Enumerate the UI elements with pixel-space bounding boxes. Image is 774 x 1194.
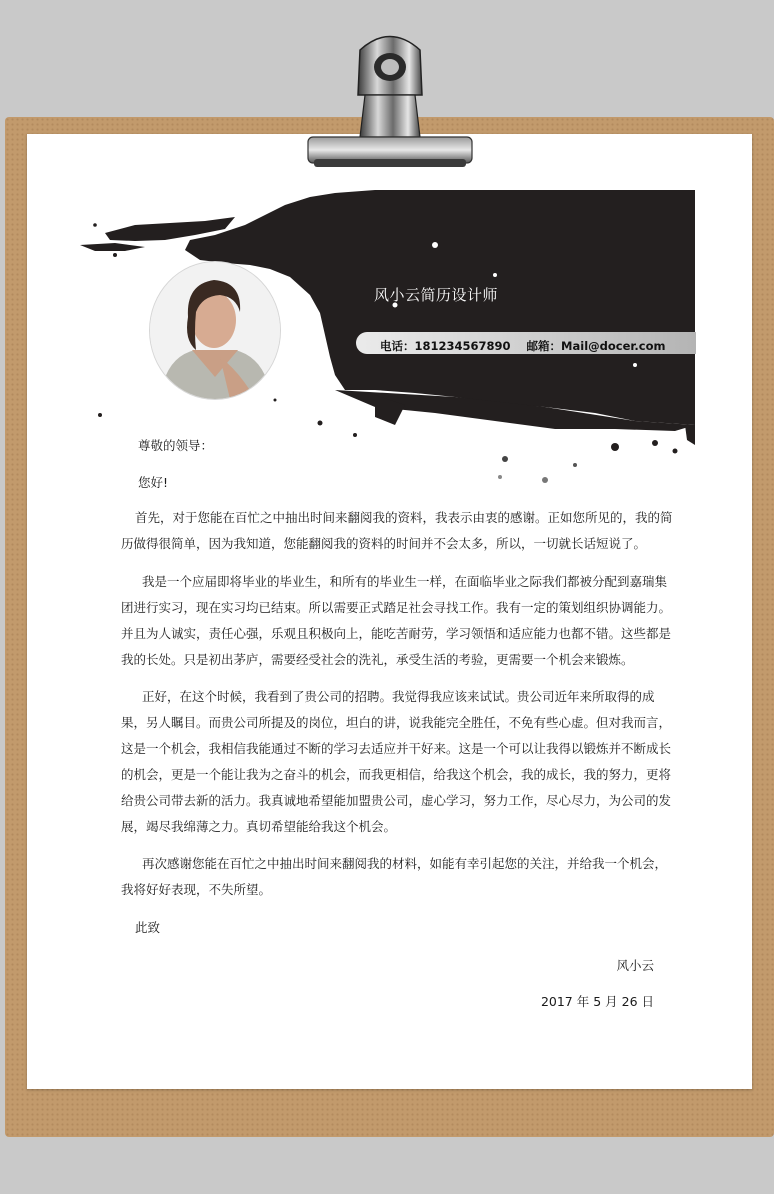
email-label: 邮箱： [526, 339, 562, 353]
binder-clip-icon [300, 25, 475, 180]
paragraph-line: 正好，在这个时候，我看到了贵公司的招聘。我觉得我应该来试试。贵公司近年来所取得的成 [142, 689, 655, 704]
paragraph-3 [121, 684, 672, 840]
salutation: 尊敬的领导： [138, 438, 214, 453]
phone-number: 181234567890 [414, 339, 511, 353]
contact-info [380, 338, 666, 354]
paragraph-2 [121, 569, 672, 673]
paragraph-line: 展，竭尽我绵薄之力。真切希望能给我这个机会。 [121, 819, 397, 834]
paragraph-line: 团进行实习，现在实习均已结束。所以需要正式踏足社会寻找工作。我有一定的策划组织协调能力。 [121, 600, 672, 615]
paragraph-line: 我的长处。只是初出茅庐，需要经受社会的洗礼，承受生活的考验，更需要一个机会来锻炼。 [121, 652, 634, 667]
paragraph-line: 首先，对于您能在百忙之中抽出时间来翻阅我的资料，我表示由衷的感谢。正如您所见的，我的简 [135, 510, 673, 525]
email-address: Mail@docer.com [561, 339, 666, 353]
paragraph-line: 我将好好表现，不失所望。 [121, 882, 272, 897]
paragraph-line: 给贵公司带去新的活力。我真诚地希望能加盟贵公司，虚心学习，努力工作，尽心尽力，为公司的发 [121, 793, 672, 808]
header-title: 风小云简历设计师 [374, 286, 499, 304]
paragraph-1 [121, 505, 673, 557]
phone-label: 电话： [380, 339, 415, 353]
paragraph-line: 的机会，更是一个能让我为之奋斗的机会，而我更相信，给我这个机会，我的成长，我的努力，更将 [121, 767, 672, 782]
greeting: 您好! [138, 475, 169, 490]
paragraph-line: 果，另人瞩目。而贵公司所提及的岗位，坦白的讲，说我能完全胜任，不免有些心虚。但对我而言， [121, 715, 672, 730]
date: 2017 年 5 月 26 日 [540, 994, 654, 1009]
paragraph-line: 并且为人诚实，责任心强，乐观且积极向上，能吃苦耐劳，学习领悟和适应能力也都不错。这些都是 [121, 626, 672, 641]
paragraph-line: 再次感谢您能在百忙之中抽出时间来翻阅我的材料，如能有幸引起您的关注，并给我一个机会， [142, 856, 668, 871]
paragraph-line: 这是一个机会，我相信我能通过不断的学习去适应并干好来。这是一个可以让我得以锻炼并不断成长 [121, 741, 672, 756]
closing: 此致 [135, 920, 161, 935]
paragraph-line: 我是一个应届即将毕业的毕业生，和所有的毕业生一样，在面临毕业之际我们都被分配到嘉瑞集 [142, 574, 668, 589]
portrait-icon [150, 262, 280, 399]
signature: 风小云 [616, 958, 654, 973]
paragraph-line: 历做得很简单，因为我知道，您能翻阅我的资料的时间并不会太多，所以，一切就长话短说了。 [121, 536, 647, 551]
profile-photo [150, 262, 280, 399]
paragraph-4 [121, 851, 668, 903]
